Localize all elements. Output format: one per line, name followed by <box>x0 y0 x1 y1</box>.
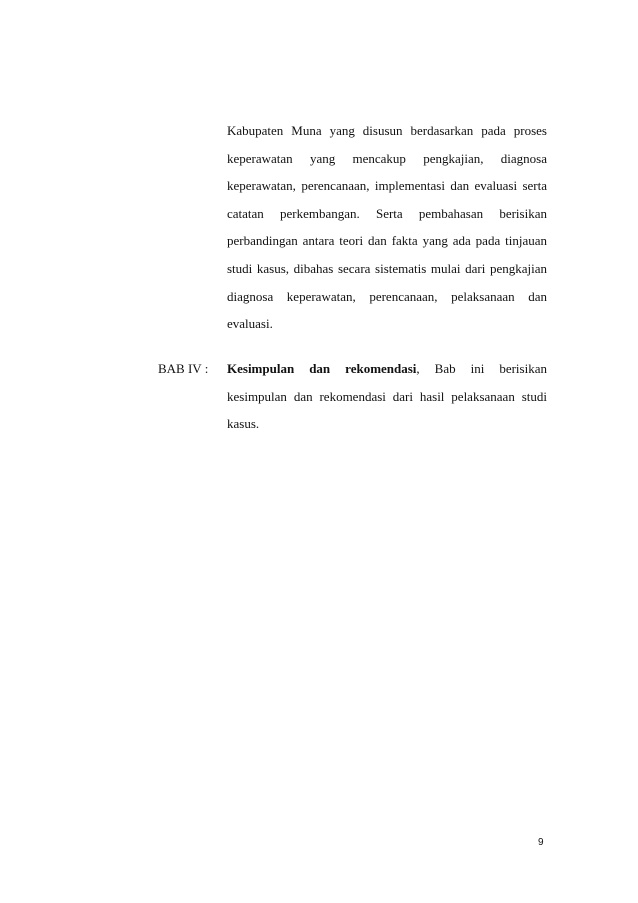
paragraph-line: kasus. <box>227 416 260 432</box>
paragraph-line: catatan perkembangan. Serta pembahasan berisikan <box>227 205 547 221</box>
paragraph-bab-iv <box>227 355 547 438</box>
bab-iv-title-word: dan <box>309 361 331 376</box>
paragraph-line: kesimpulan dan rekomendasi dari hasil pelaksanaan studi <box>227 388 547 404</box>
paragraph-line: perbandingan antara teori dan fakta yang ada pada tinjauan <box>227 233 547 249</box>
paragraph-line: studi kasus, dibahas secara sistematis mulai dari pengkajian <box>227 260 547 276</box>
bab-iv-title-word: rekomendasi <box>345 361 417 376</box>
paragraph-line: Kabupaten Muna yang disusun berdasarkan pada proses <box>227 123 547 138</box>
paragraph-line: keperawatan yang mencakup pengkajian, diagnosa <box>227 150 547 166</box>
paragraph-line: keperawatan, perencanaan, implementasi dan evaluasi serta <box>227 178 547 194</box>
paragraph-line: evaluasi. <box>227 316 273 332</box>
paragraph-line: diagnosa keperawatan, perencanaan, pelaksanaan dan <box>227 288 547 304</box>
bab-iv-label: BAB IV : <box>158 361 209 376</box>
bab-iv-title-word: Kesimpulan <box>227 361 295 376</box>
page-number: 9 <box>538 837 544 848</box>
paragraph-bab-iii-continuation <box>227 117 547 338</box>
bab-iv-heading-tail: , Bab ini berisikan <box>416 361 547 376</box>
bab-iv-heading-line <box>227 355 547 383</box>
